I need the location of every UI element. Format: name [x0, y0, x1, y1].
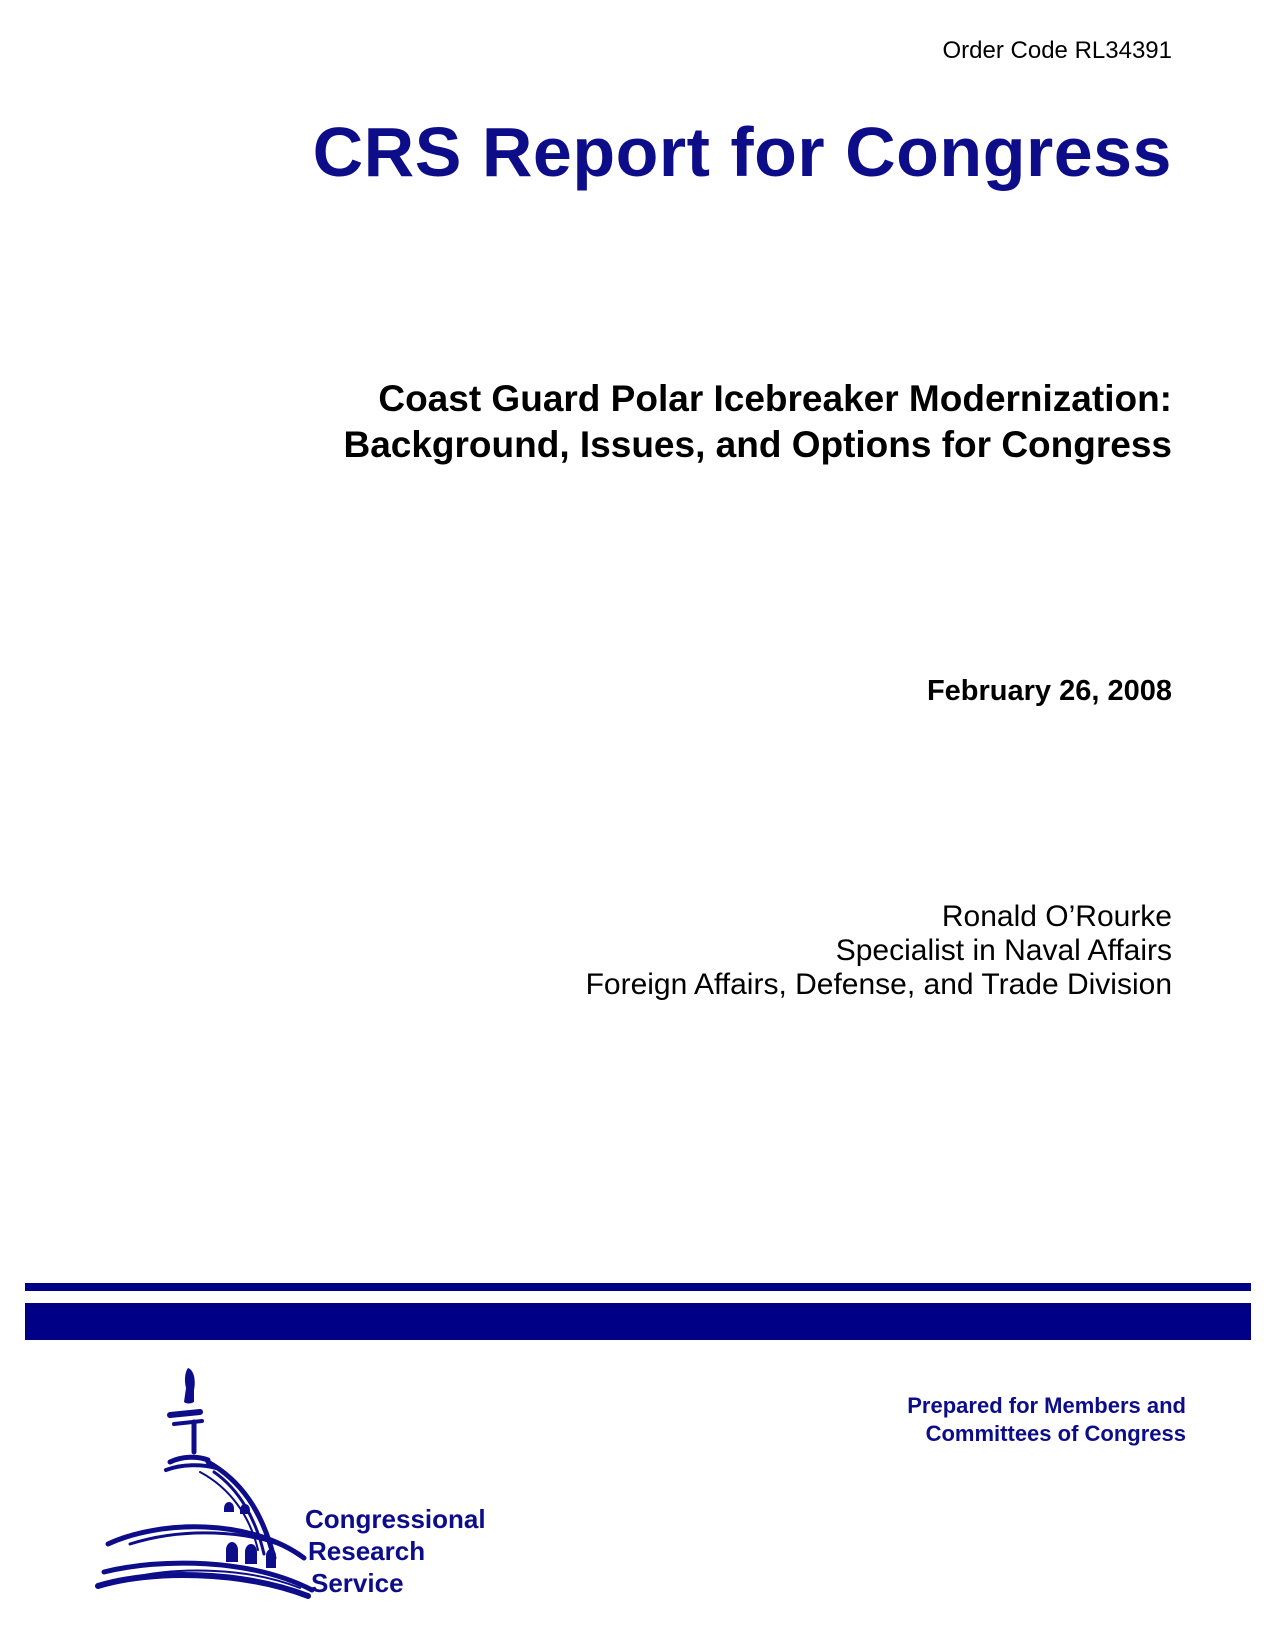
prepared-for-line-2: Committees of Congress — [925, 1421, 1186, 1446]
series-title: CRS Report for Congress — [312, 113, 1172, 191]
report-title — [343, 376, 1172, 468]
crs-name-line-3: Service — [311, 1568, 404, 1598]
order-code: Order Code RL34391 — [942, 37, 1172, 64]
crs-name-line-2: Research — [308, 1536, 426, 1566]
divider-band-thin — [25, 1283, 1251, 1291]
report-date: February 26, 2008 — [926, 675, 1172, 707]
author-name: Ronald O’Rourke — [941, 900, 1172, 933]
report-title-line-1: Coast Guard Polar Icebreaker Modernization: — [378, 378, 1172, 419]
crs-name-line-1: Congressional — [305, 1504, 486, 1534]
author-block — [586, 900, 1172, 1002]
capitol-dome-icon — [90, 1360, 320, 1600]
prepared-for-line-1: Prepared for Members and — [907, 1393, 1186, 1418]
prepared-for-statement — [907, 1392, 1186, 1448]
crs-logo-text — [305, 1503, 486, 1599]
report-title-line-2: Background, Issues, and Options for Congress — [343, 424, 1172, 465]
divider-band-thick — [25, 1303, 1251, 1340]
author-division: Foreign Affairs, Defense, and Trade Division — [585, 968, 1172, 1001]
author-position: Specialist in Naval Affairs — [835, 934, 1172, 967]
